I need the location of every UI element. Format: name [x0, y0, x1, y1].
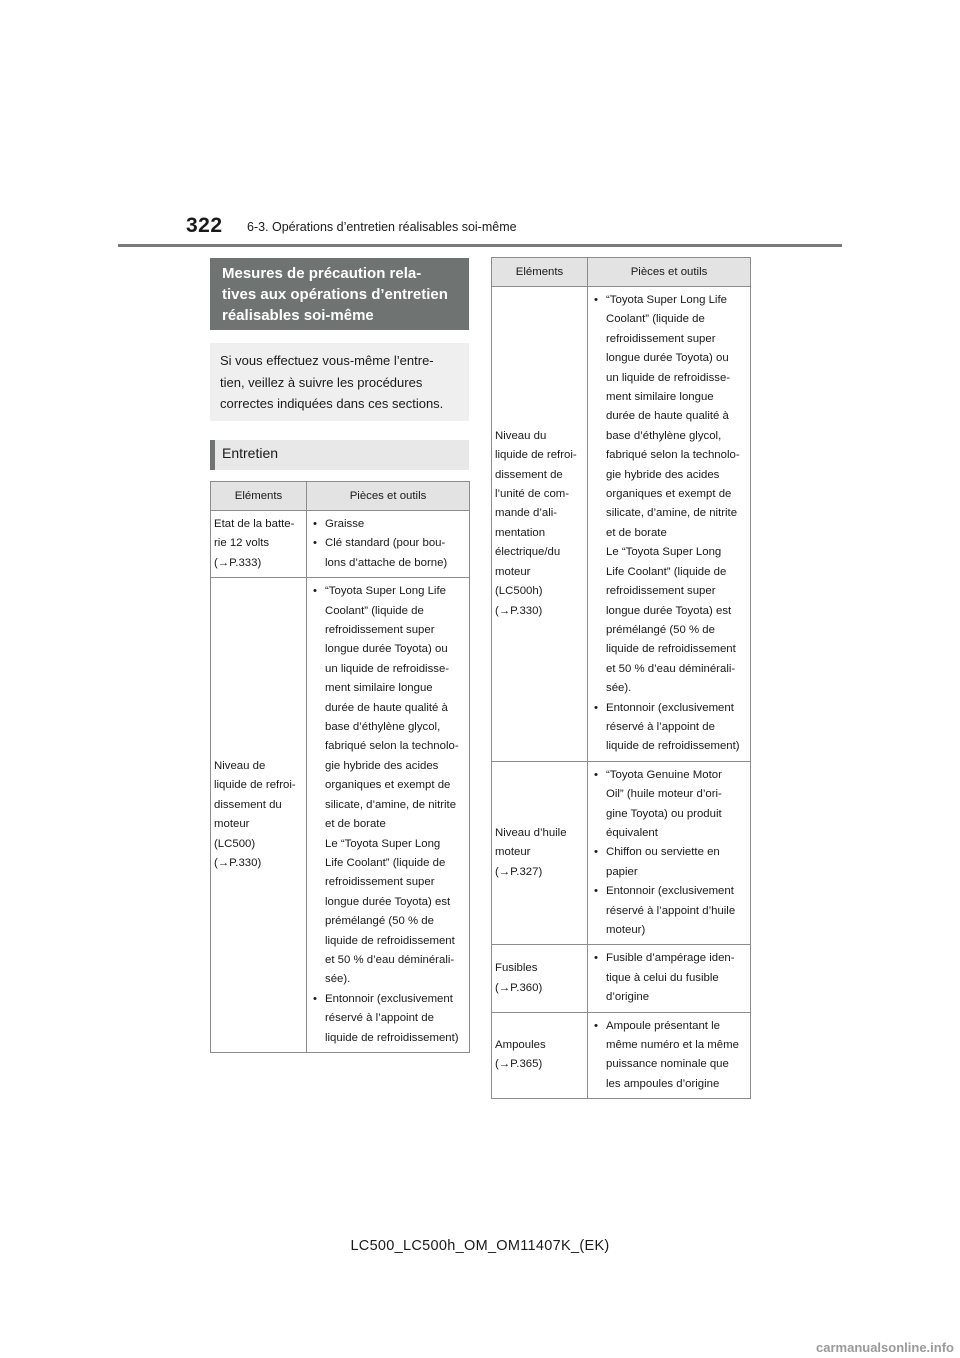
tool-text: longue durée Toyota) est [325, 895, 451, 908]
tool-text: liquide de refroidissement [606, 643, 736, 656]
tool-text: refroidissement super [606, 585, 716, 598]
tool-text: organiques et exempt de [606, 488, 732, 501]
tool-text: moteur) [606, 924, 646, 936]
tool-text: Life Coolant” (liquide de [325, 856, 446, 869]
document-code: LC500_LC500h_OM_OM11407K_(EK) [350, 1238, 610, 1254]
tool-text: liquide de refroidissement) [606, 740, 740, 753]
table-row [211, 578, 470, 1053]
tool-text: gine Toyota) ou produit [606, 807, 722, 820]
element-text: électrique/du [495, 546, 561, 559]
tool-text: même numéro et la même [606, 1039, 739, 1052]
header-divider [118, 244, 842, 247]
tool-text: • Ampoule présentant le [606, 1019, 720, 1032]
tool-text: Le “Toyota Super Long [325, 837, 441, 850]
element-text: moteur [495, 846, 531, 859]
tool-text: refroidissement super [325, 876, 435, 889]
tool-text: prémélangé (50 % de [606, 623, 715, 636]
tool-text: Coolant” (liquide de [606, 313, 705, 326]
tool-text: sée). [606, 682, 632, 695]
heading-line: Mesures de précaution rela- [222, 265, 422, 282]
tool-text: liquide de refroidissement) [325, 1031, 459, 1044]
tool-item [592, 766, 750, 844]
column-header-elements: Eléments [211, 482, 307, 511]
tool-item [592, 699, 750, 757]
tool-text: sée). [325, 973, 351, 986]
tool-text: les ampoules d’origine [606, 1077, 720, 1090]
element-cell [492, 761, 588, 945]
element-text: Niveau d’huile [495, 826, 567, 839]
tool-item [311, 534, 469, 573]
tool-text: réservé à l’appoint de [325, 1012, 434, 1025]
tool-text: Le “Toyota Super Long [606, 546, 722, 559]
element-cell [492, 287, 588, 762]
tool-text: papier [606, 865, 638, 878]
intro-line: Si vous effectuez vous-même l’entre- [220, 353, 434, 368]
tools-list [311, 515, 469, 573]
element-cell [492, 1012, 588, 1099]
tool-item [592, 949, 750, 1007]
tool-text: • “Toyota Super Long Life [606, 294, 727, 306]
element-text: Fusibles [495, 962, 538, 975]
tools-cell [307, 511, 470, 578]
tools-cell [588, 761, 751, 945]
column-header-tools: Pièces et outils [588, 258, 751, 287]
tool-text: organiques et exempt de [325, 779, 451, 792]
tool-text: gie hybride des acides [606, 468, 720, 481]
tool-text: refroidissement super [325, 624, 435, 637]
tool-text: base d’éthylène glycol, [325, 721, 441, 734]
tool-text: longue durée Toyota) ou [606, 352, 729, 365]
tool-text: Coolant” (liquide de [325, 604, 424, 617]
tool-text: • Entonnoir (exclusivement [606, 701, 734, 714]
section-title: 6-3. Opérations d’entretien réalisables soi-même [247, 220, 517, 234]
tools-list [592, 766, 750, 941]
element-text: (LC500h) [495, 585, 543, 598]
element-text: liquide de refroi- [495, 449, 577, 462]
intro-line: tien, veillez à suivre les procédures [220, 374, 423, 390]
table-row [492, 761, 751, 945]
tools-list [592, 1017, 750, 1095]
tool-text: ment similaire longue [606, 391, 714, 404]
element-text: Etat de la batte- [214, 518, 295, 530]
tool-text: ment similaire longue [325, 682, 433, 695]
tool-text: • Entonnoir (exclusivement [606, 885, 734, 898]
element-text: (→P.330) [495, 604, 543, 617]
tool-text: équivalent [606, 826, 658, 839]
tool-text: longue durée Toyota) ou [325, 643, 448, 656]
element-text: dissement de [495, 468, 563, 481]
maintenance-table-right [491, 257, 751, 1099]
tool-text: tique à celui du fusible [606, 971, 719, 984]
tool-text: • Entonnoir (exclusivement [325, 992, 453, 1005]
tools-list [311, 582, 469, 1048]
maintenance-table-left [210, 481, 470, 1053]
tool-text: base d’éthylène glycol, [606, 429, 722, 442]
tool-text: un liquide de refroidisse- [325, 662, 450, 675]
tools-list [592, 291, 750, 757]
column-header-tools: Pièces et outils [307, 482, 470, 511]
tool-text: puissance nominale que [606, 1058, 729, 1071]
page-number: 322 [186, 214, 223, 237]
element-text: (→P.360) [495, 981, 543, 994]
tool-text: et de borate [606, 526, 667, 539]
tool-item [311, 582, 469, 990]
tool-item [592, 843, 750, 882]
tool-text: fabriqué selon la technolo- [325, 740, 459, 753]
maintenance-subheading: Entretien [210, 440, 469, 470]
column-header-elements: Eléments [492, 258, 588, 287]
precautions-heading [210, 258, 469, 330]
table-header-row [211, 482, 470, 511]
element-text: dissement du [214, 798, 282, 811]
watermark: carmanualsonline.info [816, 1340, 954, 1355]
tool-text: durée de haute qualité à [325, 701, 448, 714]
tool-text: refroidissement super [606, 332, 716, 345]
tool-text: et 50 % d’eau déminérali- [606, 662, 736, 675]
element-cell [211, 578, 307, 1053]
tool-text: fabriqué selon la technolo- [606, 449, 740, 462]
tool-text: gie hybride des acides [325, 759, 439, 772]
tool-text: • “Toyota Super Long Life [325, 585, 446, 598]
element-text: mentation [495, 526, 546, 539]
tool-text: Life Coolant” (liquide de [606, 565, 727, 578]
tool-text: Oil” (huile moteur d’ori- [606, 788, 722, 801]
element-text: (→P.327) [495, 865, 543, 878]
tools-cell [588, 945, 751, 1012]
element-cell [211, 511, 307, 578]
tools-cell [307, 578, 470, 1053]
table-row [211, 511, 470, 578]
table-row [492, 945, 751, 1012]
tool-item [592, 882, 750, 940]
tool-text: et 50 % d’eau déminérali- [325, 953, 455, 966]
tool-text: liquide de refroidissement [325, 934, 455, 947]
tools-cell [588, 1012, 751, 1099]
tools-list [592, 949, 750, 1007]
tool-text: silicate, d’amine, de nitrite [325, 798, 457, 811]
heading-line: réalisables soi-même [222, 307, 374, 324]
table-header-row [492, 258, 751, 287]
element-text: Ampoules [495, 1039, 546, 1052]
intro-note [210, 343, 469, 421]
element-text: (LC500) [214, 837, 256, 850]
tool-item [311, 515, 469, 534]
tool-text: lons d’attache de borne) [325, 556, 448, 569]
element-text: mande d’ali- [495, 507, 558, 520]
tool-item [311, 990, 469, 1048]
tool-text: silicate, d’amine, de nitrite [606, 507, 738, 520]
tool-text: longue durée Toyota) est [606, 604, 732, 617]
element-text: (→P.330) [214, 856, 262, 869]
table-body [492, 287, 751, 1099]
tool-text: réservé à l’appoint d’huile [606, 904, 736, 917]
tool-text: • Clé standard (pour bou- [325, 537, 446, 550]
intro-line: correctes indiquées dans ces sections. [220, 396, 444, 411]
table-row [492, 1012, 751, 1099]
table-body [211, 511, 470, 1053]
tool-text: • “Toyota Genuine Motor [606, 768, 722, 781]
tools-cell [588, 287, 751, 762]
element-text: Niveau de [214, 759, 266, 772]
tool-text: réservé à l’appoint de [606, 720, 715, 733]
tool-text: d’origine [606, 991, 650, 1004]
tool-item [592, 1017, 750, 1095]
tool-text: • Chiffon ou serviette en [606, 846, 720, 859]
element-text: liquide de refroi- [214, 779, 296, 792]
tool-text: prémélangé (50 % de [325, 915, 434, 928]
element-cell [492, 945, 588, 1012]
tool-item [592, 291, 750, 699]
element-text: rie 12 volts [214, 537, 270, 550]
tool-text: un liquide de refroidisse- [606, 371, 731, 384]
element-text: l’unité de com- [495, 488, 570, 501]
heading-line: tives aux opérations d’entretien [222, 286, 448, 303]
element-text: (→P.333) [214, 556, 262, 569]
table-row [492, 287, 751, 762]
tool-text: • Graisse [325, 518, 365, 530]
element-text: Niveau du [495, 429, 547, 442]
element-text: moteur [495, 565, 531, 578]
element-text: (→P.365) [495, 1058, 543, 1071]
element-text: moteur [214, 818, 250, 831]
tool-text: et de borate [325, 818, 386, 831]
tool-text: durée de haute qualité à [606, 410, 729, 423]
tool-text: • Fusible d’ampérage iden- [606, 952, 735, 965]
